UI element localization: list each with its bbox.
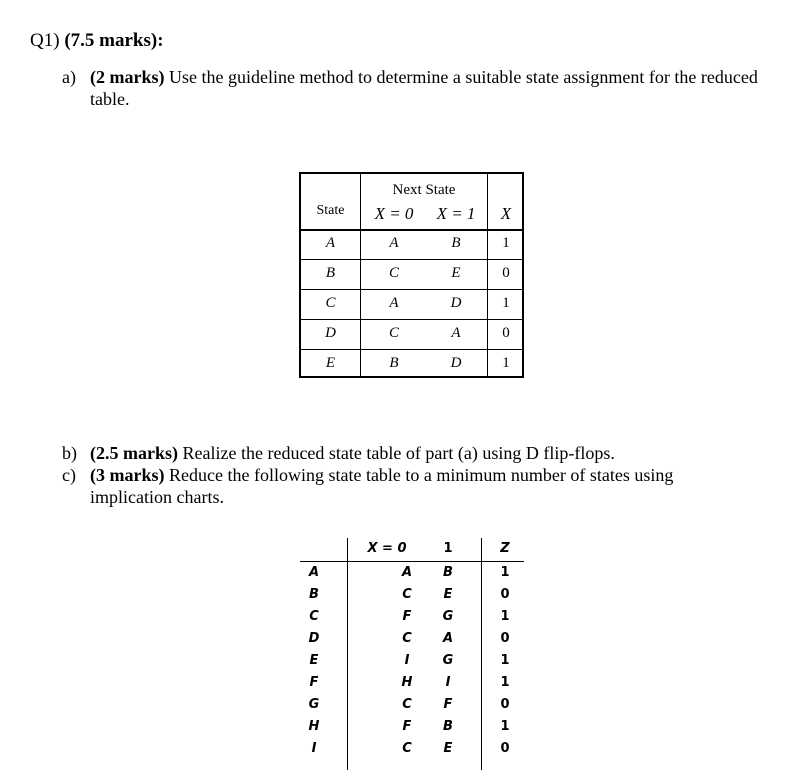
table1-next-state-header: Next State bbox=[392, 182, 456, 198]
part-b-marks: (2.5 marks) bbox=[90, 443, 178, 463]
table2-x0-cell: F bbox=[402, 609, 412, 624]
table2-output-cell: 1 bbox=[500, 609, 510, 624]
part-b-label: b) bbox=[62, 443, 77, 463]
table2-x1-cell: B bbox=[443, 719, 453, 734]
state-table-1 bbox=[299, 172, 524, 378]
table1-output-cell: 1 bbox=[502, 295, 510, 311]
table2-divider bbox=[481, 538, 482, 770]
table2-x1-cell: E bbox=[443, 587, 453, 602]
table2-output-cell: 0 bbox=[500, 587, 510, 602]
table1-output-cell: 0 bbox=[502, 265, 510, 281]
part-c bbox=[62, 464, 742, 508]
table2-x1-cell: E bbox=[443, 741, 453, 756]
table1-output-header: X bbox=[500, 204, 512, 223]
table2-x0-cell: C bbox=[402, 587, 412, 602]
table1-output-cell: 1 bbox=[502, 355, 510, 371]
table1-row-line bbox=[301, 289, 522, 290]
table2-output-header: Z bbox=[500, 541, 510, 556]
table2-state-cell: G bbox=[308, 697, 320, 712]
part-a-label: a) bbox=[62, 67, 76, 87]
table1-x0-header: X = 0 bbox=[374, 204, 414, 223]
table1-x0-cell: B bbox=[389, 355, 399, 371]
table1-x0-cell: A bbox=[389, 295, 399, 311]
table2-state-cell: E bbox=[309, 653, 319, 668]
part-c-label: c) bbox=[62, 465, 76, 485]
table1-x1-header: X = 1 bbox=[436, 204, 476, 223]
table1-state-cell: A bbox=[325, 235, 336, 251]
table2-x0-cell: A bbox=[401, 565, 413, 580]
table1-state-cell: D bbox=[325, 325, 336, 341]
table2-output-cell: 1 bbox=[500, 565, 510, 580]
table1-x0-cell: A bbox=[389, 235, 399, 251]
table2-state-cell: I bbox=[311, 741, 317, 756]
table1-output-cell: 1 bbox=[502, 235, 510, 251]
table2-x1-cell: F bbox=[443, 697, 453, 712]
table1-divider bbox=[360, 174, 361, 376]
question-title bbox=[30, 30, 164, 52]
table1-x0-cell: C bbox=[388, 265, 399, 281]
part-c-text: Reduce the following state table to a minimum number of states using implication charts. bbox=[90, 465, 674, 507]
table2-output-cell: 0 bbox=[500, 697, 510, 712]
part-a-text: Use the guideline method to determine a suitable state assignment for the reduced table. bbox=[90, 67, 758, 109]
table1-row-line bbox=[301, 259, 522, 260]
table1-x0-cell: C bbox=[388, 325, 399, 341]
table1-state-cell: B bbox=[325, 265, 336, 281]
question-number: Q1) bbox=[30, 30, 60, 51]
table2-x1-cell: I bbox=[445, 675, 451, 690]
part-b-text: Realize the reduced state table of part (a) using D flip-flops. bbox=[178, 443, 615, 463]
table2-x0-cell: C bbox=[402, 697, 412, 712]
table2-x0-header: X = 0 bbox=[367, 541, 407, 556]
table2-output-cell: 1 bbox=[500, 675, 510, 690]
table2-x0-cell: C bbox=[402, 741, 412, 756]
table2-output-cell: 0 bbox=[500, 741, 510, 756]
table1-x1-cell: A bbox=[451, 325, 461, 341]
table2-header-line bbox=[300, 561, 524, 562]
table1-output-cell: 0 bbox=[502, 325, 510, 341]
table2-x0-cell: F bbox=[402, 719, 412, 734]
table1-row-line bbox=[301, 349, 522, 350]
table1-x1-cell: D bbox=[450, 355, 462, 371]
table2-x1-cell: B bbox=[443, 565, 453, 580]
table2-x1-cell: G bbox=[442, 653, 454, 668]
table2-state-cell: F bbox=[309, 675, 319, 690]
table1-state-cell: C bbox=[325, 295, 336, 311]
table2-state-cell: C bbox=[309, 609, 319, 624]
table2-x1-cell: A bbox=[442, 631, 454, 646]
table2-x0-cell: I bbox=[404, 653, 410, 668]
table1-x1-cell: B bbox=[451, 235, 461, 251]
table2-x1-header: 1 bbox=[443, 541, 453, 556]
table1-x1-cell: D bbox=[450, 295, 462, 311]
table2-x0-cell: H bbox=[401, 675, 413, 690]
table2-output-cell: 1 bbox=[500, 653, 510, 668]
table2-state-cell: H bbox=[308, 719, 320, 734]
part-a bbox=[62, 66, 762, 110]
table1-x1-cell: E bbox=[451, 265, 461, 281]
table2-state-cell: D bbox=[308, 631, 320, 646]
table2-output-cell: 1 bbox=[500, 719, 510, 734]
table2-x0-cell: C bbox=[402, 631, 412, 646]
table2-divider bbox=[347, 538, 348, 770]
table1-state-cell: E bbox=[325, 355, 336, 371]
table2-output-cell: 0 bbox=[500, 631, 510, 646]
table1-state-header: State bbox=[316, 203, 345, 218]
part-a-marks: (2 marks) bbox=[90, 67, 165, 87]
table2-state-cell: A bbox=[308, 565, 320, 580]
state-table-2 bbox=[300, 535, 530, 770]
table1-row-line bbox=[301, 319, 522, 320]
table2-state-cell: B bbox=[309, 587, 319, 602]
table2-x1-cell: G bbox=[442, 609, 454, 624]
question-marks: (7.5 marks): bbox=[64, 30, 164, 51]
part-b bbox=[62, 442, 762, 464]
part-c-marks: (3 marks) bbox=[90, 465, 165, 485]
